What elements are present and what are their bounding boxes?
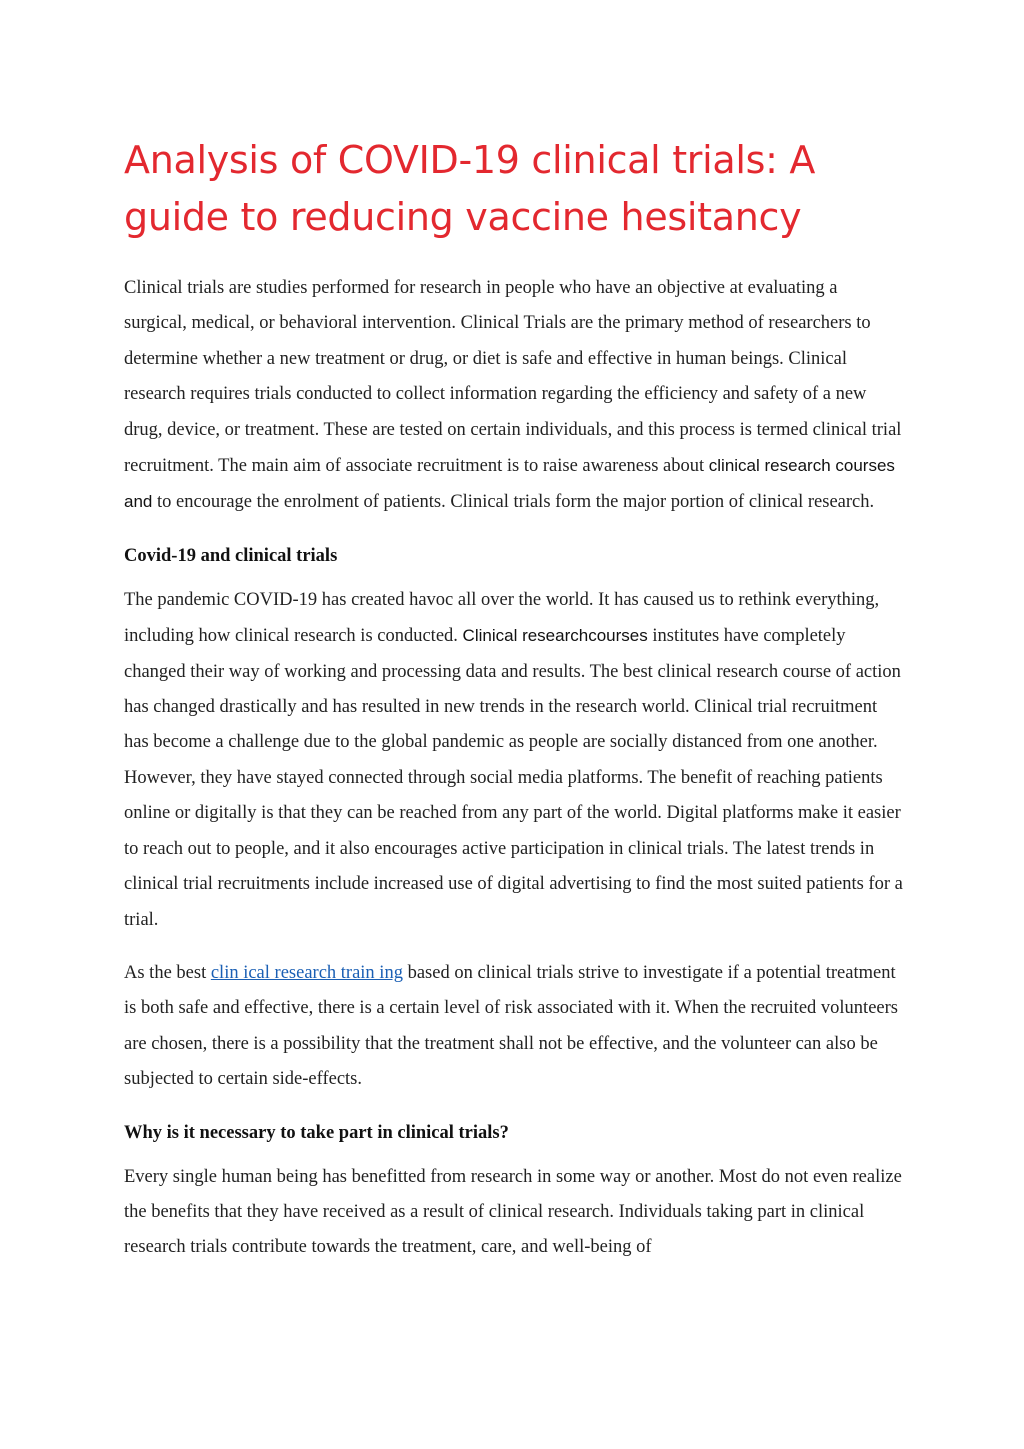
training-paragraph bbox=[124, 956, 904, 1098]
clinical-research-training-link[interactable]: clin ical research train ing bbox=[210, 962, 403, 983]
intro-text-after: to encourage the enrolment of patients. Clinical trials form the major portion of clinical research. bbox=[152, 492, 875, 513]
section-heading-why: Why is it necessary to take part in clinical trials? bbox=[124, 1122, 509, 1143]
covid-text-after: institutes have completely changed their way of working and processing data and results. The best clinical research course of action has changed drastically and has resulted in new trends in the research world. Clinical trial recruitment has become a challenge due to the global pandemic as people are socially distanced from one another. However, they have stayed connected through social media platforms. The benefit of reaching patients online or digitally is that they can be reached from any part of the world. Digital platforms make it easier to reach out to people, and it also encourages active participation in clinical trials. The latest trends in clinical trial recruitments include increased use of digital advertising to find the most suited patients for a trial. bbox=[124, 626, 903, 930]
section-heading-covid: Covid-19 and clinical trials bbox=[124, 545, 338, 566]
why-paragraph: Every single human being has benefitted from research in some way or another. Most do not even realize the benefits that they have received as a result of clinical research. Individuals taking part in clinical research trials contribute towards the treatment, care, and well-being of bbox=[124, 1166, 902, 1258]
training-text-after: based on clinical trials strive to investigate if a potential treatment is both safe and effective, there is a certain level of risk associated with it. When the recruited volunteers are chosen, there is a possibility that the treatment shall not be effective, and the volunteer can also be subjected to certain side-effects. bbox=[124, 962, 898, 1090]
document-page bbox=[124, 132, 904, 1266]
intro-text-before: Clinical trials are studies performed for research in people who have an objective at evaluating a surgical, medical, or behavioral intervention. Clinical Trials are the primary method of researchers to determine whether a new treatment or drug, or diet is safe and effective in human beings. Clinical research requires trials conducted to collect information regarding the efficiency and safety of a new drug, device, or treatment. These are tested on certain individuals, and this process is termed clinical trial recruitment. The main aim of associate recruitment is to raise awareness about bbox=[124, 278, 902, 477]
intro-inline-phrase: clinical research courses and bbox=[124, 456, 895, 512]
article-title: Analysis of COVID-19 clinical trials: A guide to reducing vaccine hesitancy bbox=[124, 138, 816, 239]
intro-paragraph bbox=[124, 271, 904, 521]
covid-inline-phrase: Clinical researchcourses bbox=[462, 626, 648, 646]
covid-text-before: The pandemic COVID-19 has created havoc all over the world. It has caused us to rethink everything, including how clinical research is conducted. bbox=[124, 589, 880, 647]
training-text-before: As the best bbox=[124, 962, 211, 983]
covid-paragraph bbox=[124, 583, 904, 938]
